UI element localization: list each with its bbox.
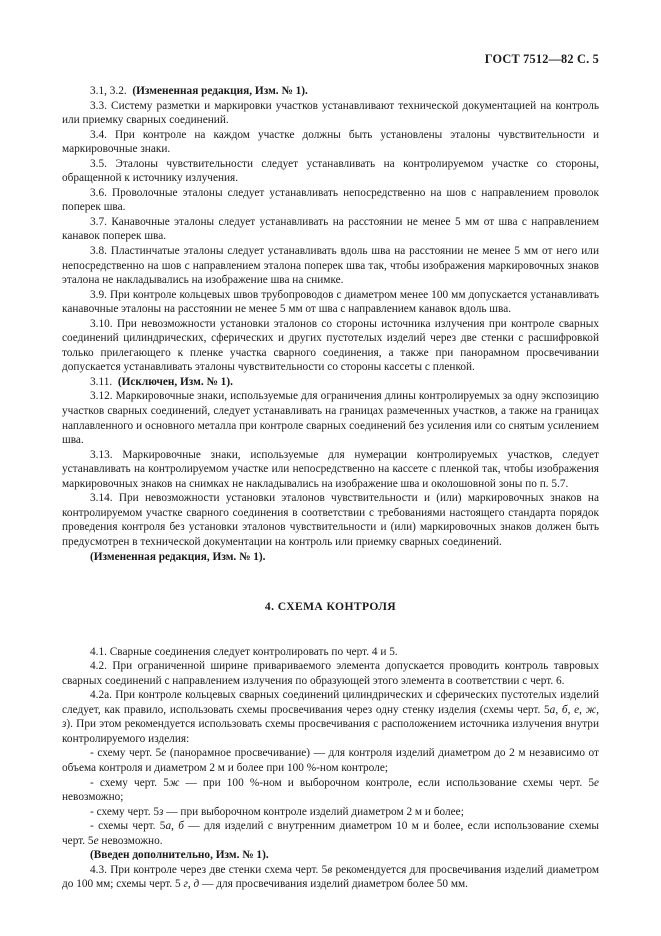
bullet-4-post: невозможно. — [98, 834, 163, 847]
bullet-1-post: (панорамное просвечивание) — для контроля изделий диаметром до 2 м независимо от объема контроля и диаметром 2 м и более при 100 %-ном контроле; — [62, 747, 599, 774]
paragraph-4-2a-part2: ). При этом рекомендуется использовать схемы просвечивания с расположением источника излучения внутри контролируемого изделия: — [62, 718, 599, 745]
bullet-4-figure-ref-2: б — [178, 820, 184, 833]
heading-spacer-top — [62, 564, 599, 600]
paragraph-3-13: 3.13. Маркировочные знаки, используемые для нумерации контролируемых участков, следует устанавливать на контролируемом участке или непосредственно на кассете с пленкой так, чтобы изображения маркировочных знаков на снимках не накладывались на изображение шва и околошовной зоны по п. 5.7. — [62, 448, 599, 490]
clause-number-3-1-3-2: 3.1, 3.2. — [90, 85, 127, 97]
bullet-3-post: — при выборочном контроле изделий диаметром 2 м и более; — [163, 805, 464, 818]
sep-4: , — [596, 703, 600, 716]
figure-ref-e: е — [574, 703, 580, 716]
paragraph-4-2: 4.2. При ограниченной ширине привариваемого элемента допускается проводить контроль тавровых сварных соединений с направлением излучения по образующей этого элемента в соответствии с черт. 6. — [62, 660, 599, 687]
figure-ref-g: г — [183, 878, 188, 891]
sep-1: , — [555, 703, 562, 716]
paragraph-3-6: 3.6. Проволочные эталоны следует устанавливать непосредственно на шов с направлением проволок поперек шва. — [62, 186, 599, 214]
bullet-1-pre: - схему черт. 5 — [90, 747, 162, 760]
sep-2: , — [567, 703, 575, 716]
bullet-2-pre: - схему черт. 5 — [90, 776, 169, 789]
bullet-3-figure-ref: з — [159, 805, 164, 818]
revision-note-3-11: (Исключен, Изм. № 1). — [117, 375, 233, 388]
paragraph-3-3: 3.3. Систему разметки и маркировки участков устанавливают технической документацией на контроль или приемку сварных соединений. — [62, 99, 599, 127]
paragraph-3-9: 3.9. При контроле кольцевых швов трубопроводов с диаметром менее 100 мм допускается устанавливать канавочные эталоны на расстоянии не менее 5 мм от шва с направлением канавок вдоль шва. — [62, 288, 599, 316]
sep-3: , — [579, 703, 586, 716]
bullet-4-pre: - схемы черт. 5 — [90, 820, 166, 833]
figure-ref-b: б — [561, 703, 568, 716]
paragraph-4-3-post: — для просвечивания изделий диаметром более 50 мм. — [199, 878, 468, 891]
figure-ref-d: д — [193, 878, 200, 891]
figure-ref-zh: ж — [585, 703, 597, 716]
paragraph-3-11 — [62, 375, 599, 390]
figure-ref-v: в — [327, 863, 333, 876]
revision-note-3-1-3-2: (Измененная редакция, Изм. № 1). — [132, 85, 308, 97]
paragraph-4-3-pre: 4.3. При контроле через две стенки схема черт. 5 — [90, 863, 328, 876]
clause-number-3-11: 3.11. — [90, 375, 113, 388]
paragraph-3-14: 3.14. При невозможности установки эталонов чувствительности и (или) маркировочных знаков на контролируемом участке сварного соединения в соответствии с требованиями настоящего стандарта порядок проведения контроля без установки эталонов чувствительности и (или) маркировочных знаков должен быть предусмотрен в технической документации на контроль или приемку сварных соединений. — [62, 492, 599, 548]
bullet-4-figure-ref: а — [165, 820, 172, 833]
paragraph-3-7: 3.7. Канавочные эталоны следует устанавливать на расстоянии не менее 5 мм от шва с направлением канавок поперек шва. — [62, 215, 599, 243]
paragraph-4-3 — [62, 863, 599, 892]
bullet-item-2 — [62, 776, 599, 805]
paragraph-3-12: 3.12. Маркировочные знаки, используемые для ограничения длины контролируемых за одну экспозицию участков сварных соединений, следует устанавливать на границах размеченных участков, а также на границах наплавленного и основного металла при контроле сварных соединений без усиления или со снятым усилением шва. — [62, 390, 599, 447]
document-body — [62, 84, 599, 892]
bullet-2-post: невозможно; — [62, 791, 124, 804]
bullet-2-figure-ref: ж — [168, 776, 180, 789]
paragraph-3-10: 3.10. При невозможности установки эталонов со стороны источника излучения при контроле сварных соединений цилиндрических, сферических и других пустотелых изделий через две стенки с расшифровкой только прилегающего к пленке участка сварного соединения, а также при панорамном просвечивании допускается устанавливать эталоны чувствительности со стороны кассеты с пленкой. — [62, 317, 599, 374]
bullet-4-figure-ref-3: е — [93, 834, 99, 847]
figure-ref-a: а — [549, 703, 556, 716]
paragraph-3-8: 3.8. Пластинчатые эталоны следует устанавливать вдоль шва на расстоянии не менее 5 мм от него или непосредственно на шов с направлением эталона поперек шва так, чтобы изображения маркировочных знаков эталона не накладывались на изображение шва на снимке. — [62, 245, 599, 287]
paragraph-4-2a — [62, 688, 599, 746]
paragraph-4-3-sep: , — [187, 878, 194, 891]
paragraph-4-2a-part1: 4.2а. При контроле кольцевых сварных соединений цилиндрических и сферических пустотелых изделий следует, как правило, использовать схемы просвечивания через одну стенку изделия (схемы черт. 5 — [62, 689, 599, 716]
bullet-1-figure-ref: е — [161, 747, 167, 760]
paragraph-3-4: 3.4. При контроле на каждом участке должны быть установлены эталоны чувствительности и маркировочные знаки. — [62, 128, 599, 156]
bullet-item-4 — [62, 819, 599, 848]
revision-note-3-14: (Измененная редакция, Изм. № 1). — [90, 550, 266, 563]
bullet-2-mid: — при 100 %-ном и выборочном контроле, если использование схемы черт. 5 — [179, 776, 594, 789]
revision-note-4-2a: (Введен дополнительно, Изм. № 1). — [90, 849, 269, 862]
bullet-item-1 — [62, 746, 599, 775]
section-heading-4: 4. СХЕМА КОНТРОЛЯ — [264, 600, 397, 614]
paragraph-3-5: 3.5. Эталоны чувствительности следует устанавливать на контролируемом участке со стороны, обращенной к источнику излучения. — [62, 157, 599, 185]
figure-ref-z: з — [62, 718, 67, 731]
paragraph-4-1: 4.1. Сварные соединения следует контролировать по черт. 4 и 5. — [90, 645, 398, 658]
paragraph-4-3-mid: рекомендуется для просвечивания изделий диаметром до 100 мм; схемы черт. 5 — [62, 863, 599, 891]
standard-header-text: ГОСТ 7512—82 С. 5 — [484, 52, 599, 66]
bullet-item-3 — [62, 805, 599, 820]
paragraph-3-1-3-2 — [62, 84, 599, 99]
page-header — [485, 52, 599, 67]
bullet-4-mid: — для изделий с внутренним диаметром 10 м и более, если использование схемы черт. 5 — [62, 820, 599, 847]
bullet-4-sep: , — [171, 820, 179, 833]
bullet-3-pre: - схему черт. 5 — [90, 805, 160, 818]
heading-spacer-bottom — [62, 615, 599, 645]
bullet-2-figure-ref-2: е — [593, 776, 599, 789]
